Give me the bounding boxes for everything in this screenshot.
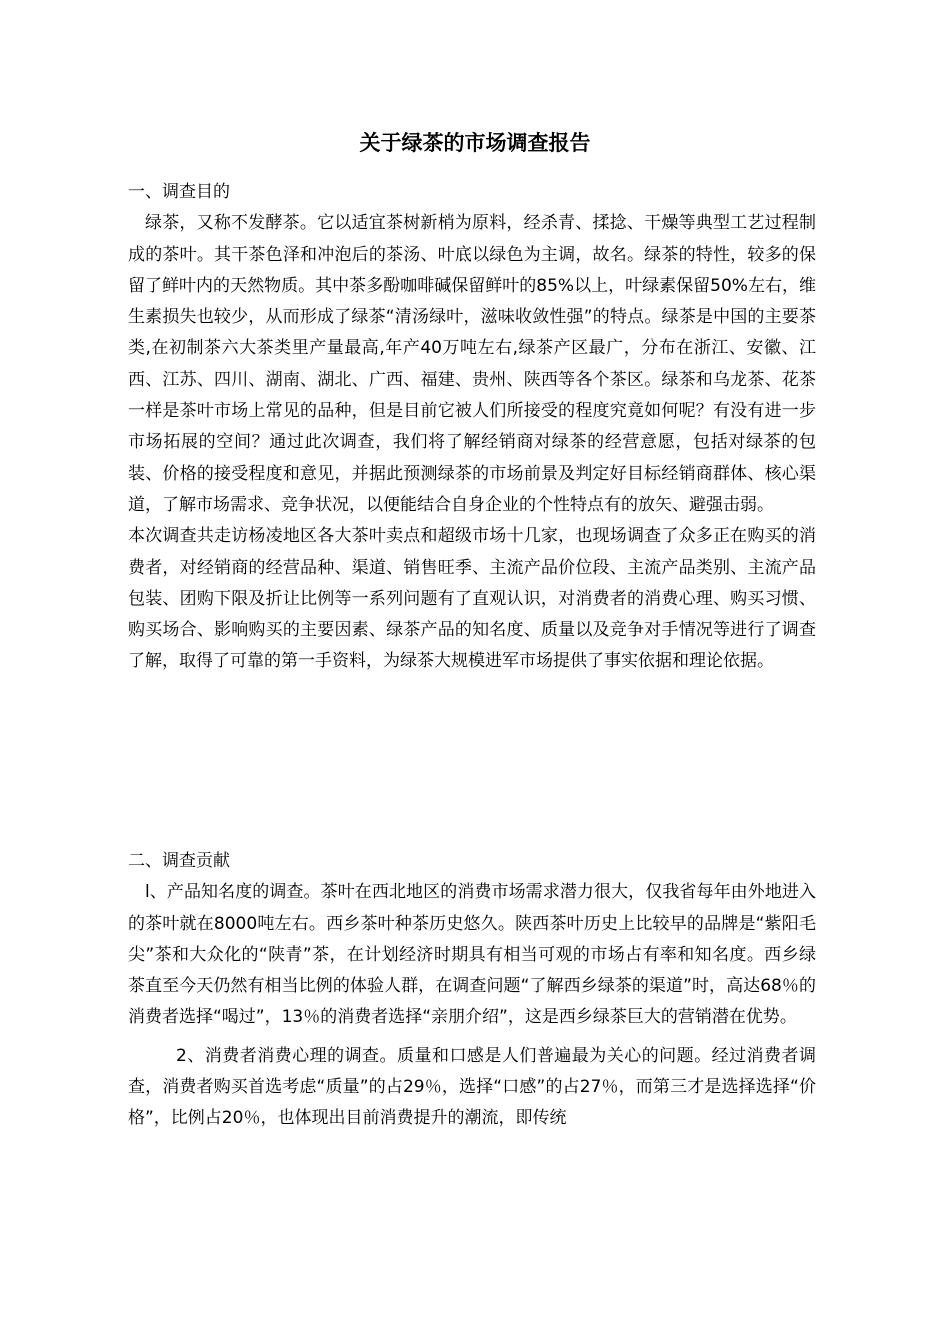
paragraph-consumer-psychology: 2、消费者消费心理的调查。质量和口感是人们普遍最为关心的问题。经过消费者调查，消费者购买首选考虑“质量”的占29％，选择“口感”的占27％，而第三才是选择选择“价格”，比例占20％，也体现出目前消费提升的潮流，即传统 <box>128 1045 816 1129</box>
paragraph-green-tea-intro: 绿茶，又称不发酵茶。它以适宜茶树新梢为原料，经杀青、揉捻、干燥等典型工艺过程制成的茶叶。其干茶色泽和冲泡后的茶汤、叶底以绿色为主调，故名。绿茶的特性，较多的保留了鲜叶内的天然物质。其中茶多酚咖啡碱保留鲜叶的85%以上，叶绿素保留50%左右，维生素损失也较少，从而形成了绿茶“清汤绿叶，滋味收敛性强”的特点。绿茶是中国的主要茶类,在初制茶六大茶类里产量最高,年产40万吨左右,绿茶产区最广，分布在浙江、安徽、江西、江苏、四川、湖南、湖北、广西、福建、贵州、陕西等各个茶区。绿茶和乌龙茶、花茶一样是茶叶市场上常见的品种，但是目前它被人们所接受的程度究竟如何呢？有没有进一步市场拓展的空间？通过此次调查，我们将了解经销商对绿茶的经营意愿，包括对绿茶的包装、价格的接受程度和意见，并据此预测绿茶的市场前景及判定好目标经销商群体、核心渠道，了解市场需求、竞争状况，以便能结合自身企业的个性特点有的放矢、避强击弱。 <box>128 213 816 515</box>
section-purpose <box>128 177 816 678</box>
paragraph-brand-awareness: l、产品知名度的调查。茶叶在西北地区的消费市场需求潜力很大，仅我省每年由外地进入的茶叶就在8000吨左右。西乡茶叶种茶历史悠久。陕西茶叶历史上比较早的品牌是“紫阳毛尖”茶和大众化的“陕青”茶，在计划经济时期具有相当可观的市场占有率和知名度。西乡绿茶直至今天仍然有相当比例的体验人群，在调查问题“了解西乡绿茶的渠道”时，高达68％的消费者选择“喝过”，13％的消费者选择“亲朋介绍”，这是西乡绿茶巨大的营销潜在优势。 <box>128 882 816 1028</box>
document-title: 关于绿茶的市场调查报告 <box>359 131 591 155</box>
paragraph-survey-scope: 本次调查共走访杨凌地区各大茶叶卖点和超级市场十几家，也现场调查了众多正在购买的消费者，对经销商的经营品种、渠道、销售旺季、主流产品价位段、主流产品类别、主流产品包装、团购下限及折让比例等一系列问题有了直观认识，对消费者的消费心理、购买习惯、购买场合、影响购买的主要因素、绿茶产品的知名度、质量以及竞争对手情况等进行了调查了解，取得了可靠的第一手资料，为绿茶大规模进军市场提供了事实依据和理论依据。 <box>128 526 816 672</box>
section-contribution <box>128 846 816 1135</box>
section-heading-purpose: 一、调查目的 <box>128 182 230 202</box>
section-heading-contribution: 二、调查贡献 <box>128 851 230 871</box>
